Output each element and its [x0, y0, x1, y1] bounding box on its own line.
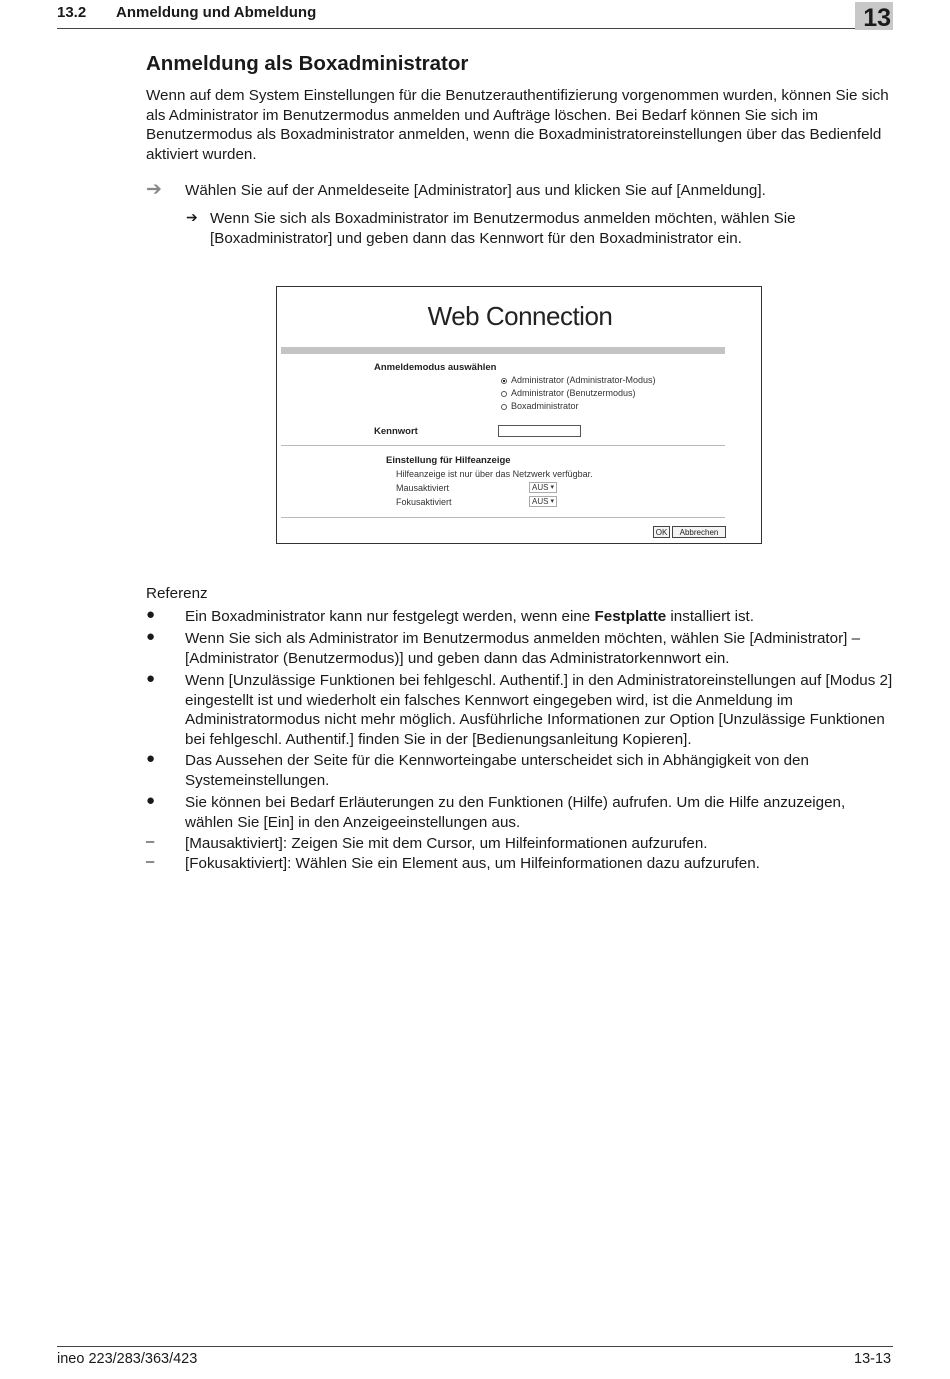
dash-icon: –: [146, 833, 155, 850]
reference-item: Das Aussehen der Seite für die Kennworteingabe unterscheidet sich in Abhängigkeit von den Systemeinstellungen.: [185, 752, 809, 789]
footer-model: ineo 223/283/363/423: [57, 1351, 198, 1367]
divider: [281, 517, 725, 518]
bullet-icon: ●: [146, 792, 156, 809]
radio-selected-icon: [501, 378, 507, 384]
reference-item: Wenn Sie sich als Administrator im Benutzermodus anmelden möchten, wählen Sie [Administrator] – [Administrator (Benutzermodus)] und geben dann das Administratorkennwort ein.: [185, 630, 861, 667]
footer-rule: [57, 1346, 893, 1347]
substep-text: Wenn Sie sich als Boxadministrator im Benutzermodus anmelden möchten, wählen Sie [Boxadministrator] und geben dann das Kennwort für den Boxadministrator ein.: [210, 210, 796, 247]
radio-administrator-user-mode[interactable]: Administrator (Benutzermodus): [501, 388, 636, 398]
bullet-icon: ●: [146, 670, 156, 687]
title-divider-bar: [281, 347, 725, 354]
dash-icon: –: [146, 853, 155, 870]
bullet-icon: ●: [146, 750, 156, 767]
reference-item: Sie können bei Bedarf Erläuterungen zu den Funktionen (Hilfe) aufrufen. Um die Hilfe anzuzeigen, wählen Sie [Ein] in den Anzeigeeinstellungen aus.: [185, 794, 846, 831]
radio-box-administrator[interactable]: Boxadministrator: [501, 401, 579, 411]
header-rule: [57, 28, 855, 29]
web-connection-login-screenshot: [276, 286, 762, 544]
divider: [281, 445, 725, 446]
ok-button[interactable]: OK: [653, 526, 670, 538]
chevron-down-icon: ▾: [550, 498, 554, 505]
help-settings-label: Einstellung für Hilfeanzeige: [386, 455, 511, 466]
mouse-activated-select[interactable]: AUS ▾: [529, 482, 557, 493]
section-number: 13.2: [57, 4, 87, 21]
substep-arrow-icon: ➔: [186, 209, 198, 225]
cancel-button[interactable]: Abbrechen: [672, 526, 726, 538]
radio-administrator-admin-mode[interactable]: Administrator (Administrator-Modus): [501, 375, 656, 385]
web-connection-title: Web Connection: [427, 301, 613, 331]
bullet-icon: ●: [146, 628, 156, 645]
reference-item: Wenn [Unzulässige Funktionen bei fehlgeschl. Authentif.] in den Administratoreinstellungen auf [Modus 2] eingestellt ist und wiederholt ein falsches Kennwort eingegeben wird, ist die Anmeldung im Administratormodus nicht mehr möglich. Ausführliche Informationen zur Option [Unzulässige Funktionen bei fehlgeschl. Authentif.] finden Sie in der [Bedienungsanleitung Kopieren].: [185, 672, 893, 748]
chevron-down-icon: ▾: [550, 484, 554, 491]
reference-subitem: [Fokusaktiviert]: Wählen Sie ein Element aus, um Hilfeinformationen dazu aufzurufen.: [185, 855, 760, 872]
bullet-icon: ●: [146, 606, 156, 623]
password-label: Kennwort: [374, 426, 418, 437]
chapter-number-badge: 13: [855, 2, 893, 30]
reference-subitem: [Mausaktiviert]: Zeigen Sie mit dem Cursor, um Hilfeinformationen aufzurufen.: [185, 835, 708, 852]
running-header-title: Anmeldung und Abmeldung: [116, 4, 317, 21]
footer-page-number: 13-13: [854, 1351, 892, 1367]
reference-item: Ein Boxadministrator kann nur festgelegt werden, wenn eine Festplatte installiert ist.: [185, 608, 754, 625]
radio-icon: [501, 404, 507, 410]
intro-paragraph: Wenn auf dem System Einstellungen für die Benutzerauthentifizierung vorgenommen wurden, können Sie sich als Administrator im Benutzermodus anmelden und Aufträge löschen. Bei Bedarf können Sie sich im Benutzermodus als Boxadministrator anmelden, wenn die Boxadministratoreinstellungen über das Bedienfeld aktiviert wurden.: [146, 87, 889, 163]
help-note: Hilfeanzeige ist nur über das Netzwerk verfügbar.: [396, 469, 593, 479]
reference-title: Referenz: [146, 585, 208, 602]
step-arrow-icon: ➔: [146, 179, 162, 200]
focus-activated-select[interactable]: AUS ▾: [529, 496, 557, 507]
section-title: Anmeldung als Boxadministrator: [146, 52, 469, 75]
step-text: Wählen Sie auf der Anmeldeseite [Administrator] aus und klicken Sie auf [Anmeldung].: [185, 182, 766, 199]
login-mode-label: Anmeldemodus auswählen: [374, 362, 497, 373]
password-input[interactable]: [498, 425, 581, 437]
mouse-activated-label: Mausaktiviert: [396, 483, 450, 493]
radio-icon: [501, 391, 507, 397]
focus-activated-label: Fokusaktiviert: [396, 497, 452, 507]
